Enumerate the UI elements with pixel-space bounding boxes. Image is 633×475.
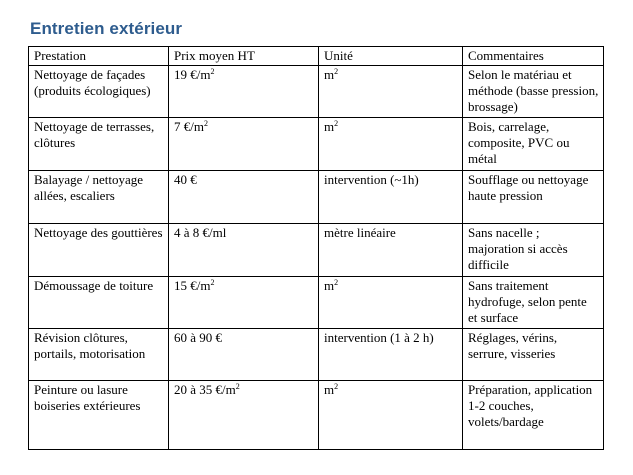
cell-prestation: Démoussage de toiture [29, 277, 169, 329]
cell-unite: $m^2$ [319, 118, 463, 171]
cell-commentaires: Sans nacelle ; majoration si accès difficile [463, 224, 604, 277]
section-title: Entretien extérieur [30, 19, 183, 38]
cell-commentaires: Selon le matériau et méthode (basse pression, brossage) [463, 66, 604, 118]
cell-unite: intervention (~1h) [319, 171, 463, 224]
cell-prestation: Peinture ou lasure boiseries extérieures [29, 381, 169, 450]
table-row [29, 66, 604, 118]
cell-commentaires: Préparation, application 1-2 couches, volets/bardage [463, 381, 604, 450]
cell-commentaires: Bois, carrelage, composite, PVC ou métal [463, 118, 604, 171]
price-table [28, 46, 604, 450]
cell-prix: 20 à 35 $€/m^2$ [169, 381, 319, 450]
table-row [29, 381, 604, 450]
cell-prestation: Nettoyage des gouttières [29, 224, 169, 277]
cell-prix: 15 $€/m^2$ [169, 277, 319, 329]
cell-prix: 40 € [169, 171, 319, 224]
cell-prestation: Révision clôtures, portails, motorisation [29, 329, 169, 381]
cell-unite: intervention (1 à 2 h) [319, 329, 463, 381]
cell-unite: mètre linéaire [319, 224, 463, 277]
cell-prestation: Nettoyage de terrasses, clôtures [29, 118, 169, 171]
cell-prix: 4 à 8 €/ml [169, 224, 319, 277]
header-unite: Unité [319, 47, 463, 66]
cell-unite: $m^2$ [319, 277, 463, 329]
cell-commentaires: Sans traitement hydrofuge, selon pente et surface [463, 277, 604, 329]
cell-unite: $m^2$ [319, 381, 463, 450]
cell-prestation: Balayage / nettoyage allées, escaliers [29, 171, 169, 224]
cell-unite: $m^2$ [319, 66, 463, 118]
cell-prix: 19 $€/m^2$ [169, 66, 319, 118]
header-commentaires: Commentaires [463, 47, 604, 66]
table-row [29, 171, 604, 224]
table-row [29, 329, 604, 381]
cell-prix: 60 à 90 € [169, 329, 319, 381]
table-row [29, 118, 604, 171]
table-header-row [29, 47, 604, 66]
table-row [29, 224, 604, 277]
cell-commentaires: Soufflage ou nettoyage haute pression [463, 171, 604, 224]
cell-prix: 7 $€/m^2$ [169, 118, 319, 171]
table-row [29, 277, 604, 329]
cell-commentaires: Réglages, vérins, serrure, visseries [463, 329, 604, 381]
header-prestation: Prestation [29, 47, 169, 66]
header-prix: Prix moyen HT [169, 47, 319, 66]
cell-prestation: Nettoyage de façades (produits écologiques) [29, 66, 169, 118]
